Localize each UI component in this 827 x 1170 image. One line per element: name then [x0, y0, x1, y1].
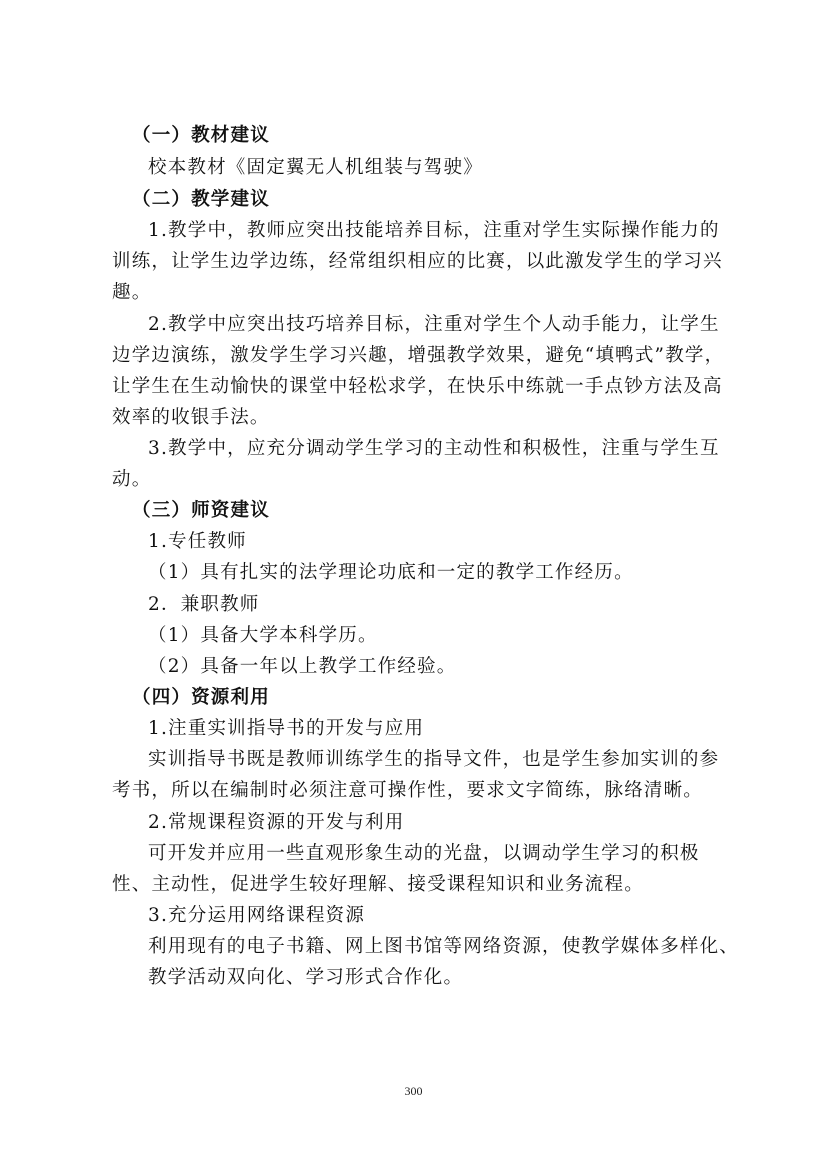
- text-line: （1）具有扎实的法学理论功底和一定的教学工作经历。: [148, 562, 634, 583]
- text-line: 3.教学中，应充分调动学生学习的主动性和积极性，注重与学生互: [148, 438, 720, 459]
- page-number: 300: [404, 1084, 423, 1098]
- text-line: 实训指导书既是教师训练学生的指导文件，也是学生参加实训的参: [148, 749, 720, 770]
- text-line: 1.专任教师: [148, 531, 247, 552]
- section-heading: （三）师资建议: [132, 500, 270, 521]
- section-heading: （一）教材建议: [132, 125, 270, 146]
- text-line: 训练，让学生边学边练，经常组织相应的比赛，以此激发学生的学习兴: [112, 251, 723, 272]
- text-line: 1.注重实训指导书的开发与应用: [148, 718, 425, 739]
- text-line: 利用现有的电子书籍、网上图书馆等网络资源，使教学媒体多样化、: [148, 936, 740, 957]
- text-line: 2.教学中应突出技巧培养目标，注重对学生个人动手能力，让学生: [148, 314, 720, 335]
- text-line: 2．兼职教师: [148, 594, 260, 615]
- section-heading: （二）教学建议: [132, 189, 270, 210]
- text-line: 效率的收银手法。: [112, 407, 270, 428]
- text-line: 校本教材《固定翼无人机组装与驾驶》: [148, 157, 483, 178]
- text-line: 2.常规课程资源的开发与利用: [148, 812, 405, 833]
- text-line: （2）具备一年以上教学工作经验。: [148, 656, 457, 677]
- text-line: 3.充分运用网络课程资源: [148, 905, 366, 926]
- text-line: 让学生在生动愉快的课堂中轻松求学，在快乐中练就一手点钞方法及高: [112, 376, 723, 397]
- text-line: 性、主动性，促进学生较好理解、接受课程知识和业务流程。: [112, 874, 644, 895]
- section-heading: （四）资源利用: [132, 687, 270, 708]
- text-line: 可开发并应用一些直观形象生动的光盘，以调动学生学习的积极: [148, 843, 700, 864]
- text-line: 教学活动双向化、学习形式合作化。: [148, 967, 464, 988]
- text-line: 边学边演练，激发学生学习兴趣，增强教学效果，避免“填鸭式”教学，: [112, 345, 725, 366]
- text-line: 1.教学中，教师应突出技能培养目标，注重对学生实际操作能力的: [148, 220, 720, 241]
- text-line: 考书，所以在编制时必须注意可操作性，要求文字简练，脉络清晰。: [112, 780, 704, 801]
- text-line: （1）具备大学本科学历。: [148, 625, 378, 646]
- text-line: 动。: [112, 469, 152, 490]
- text-line: 趣。: [112, 282, 152, 303]
